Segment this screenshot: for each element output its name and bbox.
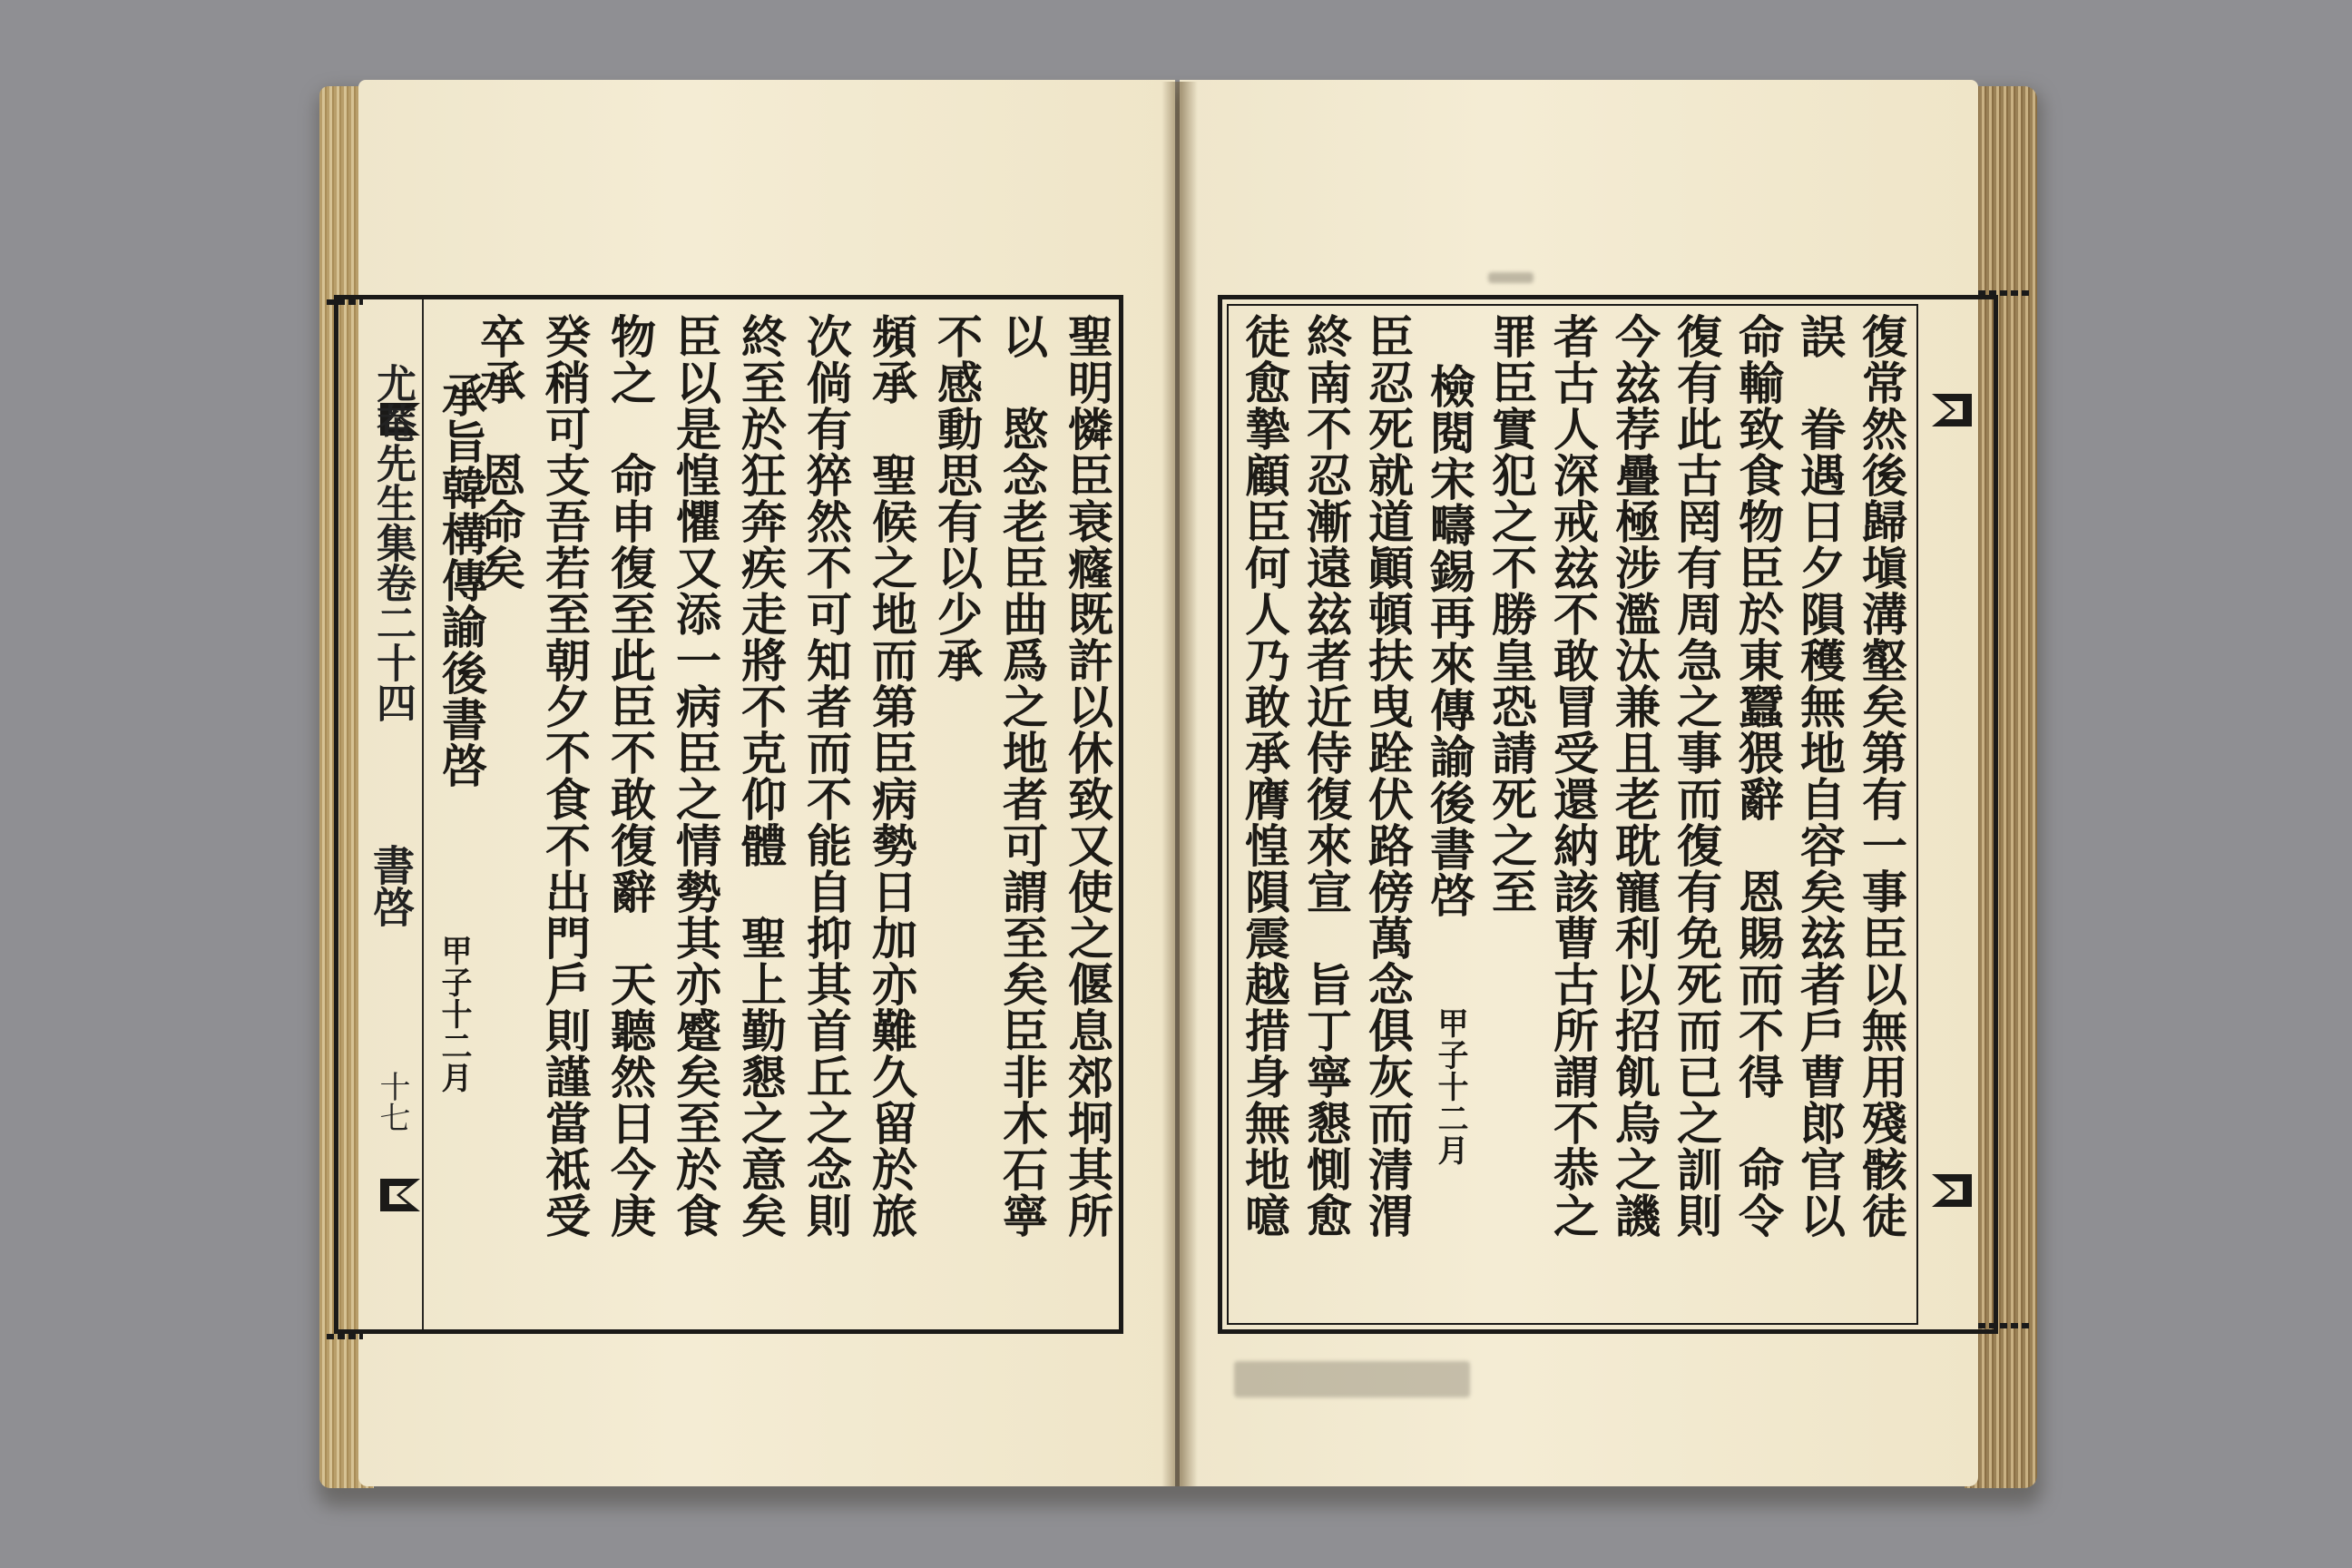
text-column: 臣忍死就道顚頓扶曳跧伏路傍萬念俱灰而清渭 bbox=[1361, 313, 1415, 1239]
text-column: 終至於狂奔疾走將不克仰體 聖上勤懇之意矣 bbox=[734, 313, 788, 1239]
text-column: 以 愍念老臣曲爲之地者可謂至矣臣非木石寧 bbox=[995, 313, 1049, 1239]
text-column: 今玆荐疊極涉濫汰兼且老耽寵利以招飢烏之譏 bbox=[1608, 313, 1661, 1239]
text-column: 復常然後歸塡溝壑矣第有一事臣以無用殘骸徒 bbox=[1855, 313, 1908, 1239]
text-column: 復有此古罔有周急之事而復有免死而已之訓則 bbox=[1670, 313, 1723, 1239]
text-column: 物之 命申復至此臣不敢復辭 天聽然日今庚 bbox=[603, 313, 657, 1239]
text-column: 終南不忍漸遠玆者近侍復來宣 旨丁寧懇惻愈 bbox=[1299, 313, 1353, 1239]
text-column: 罪臣實犯之不勝皇恐請死之至 bbox=[1485, 313, 1538, 915]
section-heading: 檢閱宋疇錫再來傳諭後書啓 bbox=[1423, 363, 1476, 918]
text-column: 臣以是惶懼又添一病臣之情勢其亦蹙矣至於食 bbox=[669, 313, 722, 1239]
date-note: 甲子十二月 bbox=[436, 935, 472, 1093]
text-column: 頻承 聖候之地而第臣病勢日加亦難久留於旅 bbox=[865, 313, 918, 1239]
text-column: 徒愈摯顧臣何人乃敢承膺惶隕震越措身無地噫 bbox=[1238, 313, 1291, 1239]
banxin-page-number: 十七 bbox=[374, 1071, 410, 1132]
text-column: 卒承 恩命矣 bbox=[473, 313, 526, 591]
text-column: 次倘有猝然不可知者而不能自抑其首丘之念則 bbox=[799, 313, 853, 1239]
ink-smudge bbox=[1234, 1361, 1470, 1397]
text-column: 者古人深戒玆不敢冒受還納該曹古所謂不恭之 bbox=[1546, 313, 1600, 1239]
text-column: 癸稍可支吾若至朝夕不食不出門戶則謹當祗受 bbox=[538, 313, 592, 1239]
text-column: 誤 眷遇日夕隕穫無地自容矣玆者戶曹郎官以 bbox=[1793, 313, 1847, 1239]
banxin-rule bbox=[422, 299, 424, 1329]
section-heading: 承旨韓構傳諭後書啓 bbox=[435, 372, 488, 789]
text-column: 不感動思有以少承 bbox=[930, 313, 984, 683]
date-note: 甲子十二月 bbox=[1432, 1007, 1468, 1166]
book-gutter bbox=[1161, 82, 1198, 1486]
text-column: 聖明憐臣衰癃既許以休致又使之偃息郊坰其所 bbox=[1061, 313, 1114, 1239]
banxin-title: 尤菴先生集卷二十四 bbox=[369, 363, 416, 722]
binding-stitch bbox=[327, 1334, 363, 1339]
text-column: 命輸致食物臣於東蠶猥辭 恩賜而不得 命令 bbox=[1731, 313, 1785, 1239]
ink-smudge bbox=[1488, 272, 1534, 283]
banxin-section: 書啓 bbox=[367, 844, 416, 927]
